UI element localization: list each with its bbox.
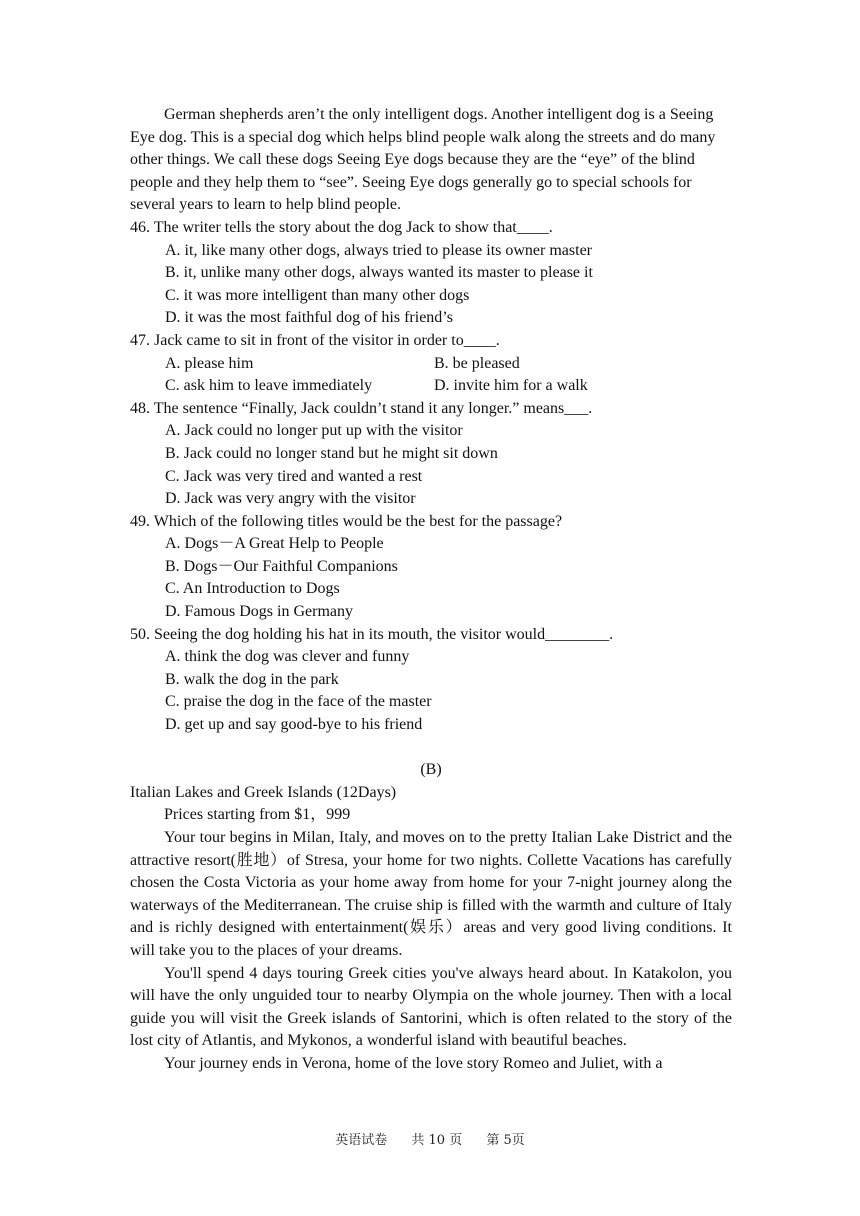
question-50-option-a: A. think the dog was clever and funny bbox=[165, 648, 410, 666]
question-48-option-b: B. Jack could no longer stand but he might sit down bbox=[165, 444, 498, 462]
question-47-options-row-2 bbox=[130, 375, 732, 398]
question-49-option-d: D. Famous Dogs in Germany bbox=[165, 603, 353, 621]
question-47-option-d: D. invite him for a walk bbox=[434, 377, 588, 395]
section-b-paragraph-2: You'll spend 4 days touring Greek cities you've always heard about. In Katakolon, you will have the only unguided tour to nearby Olympia on the whole journey. Then with a local guide you will visit the Greek islands of Santorini, which is often related to the story of the lost city of Atlantis, and Mykonos, a wonderful island with beautiful beaches. bbox=[130, 964, 732, 1050]
question-50-option-d: D. get up and say good-bye to his friend bbox=[165, 716, 423, 734]
question-50-option-b: B. walk the dog in the park bbox=[165, 670, 339, 688]
footer-subject: 英语试卷 bbox=[335, 1133, 388, 1148]
section-b-title: Italian Lakes and Greek Islands (12Days) bbox=[130, 783, 397, 801]
question-49-option-a: A. Dogs－A Great Help to People bbox=[165, 535, 384, 553]
question-50-option-c: C. praise the dog in the face of the master bbox=[165, 693, 432, 711]
question-48-option-a: A. Jack could no longer put up with the visitor bbox=[165, 422, 463, 440]
question-47-option-b: B. be pleased bbox=[434, 354, 520, 372]
question-49-option-c: C. An Introduction to Dogs bbox=[165, 580, 340, 598]
section-b-paragraph-1: Your tour begins in Milan, Italy, and moves on to the pretty Italian Lake District and the attractive resort(胜地）of Stresa, your home for two nights. Collette Vacations has carefully chosen the Costa Victoria as your home away from home for your 7-night journey along the waterways of the Mediterranean. The cruise ship is filled with the warmth and culture of Italy and is richly designed with entertainment(娱乐）areas and very good living conditions. It will take you to the places of your dreams. bbox=[130, 829, 732, 959]
question-47-stem: 47. Jack came to sit in front of the visitor in order to____. bbox=[130, 331, 500, 349]
question-46-option-c: C. it was more intelligent than many other dogs bbox=[165, 286, 470, 304]
passage-a-final-paragraph: German shepherds aren’t the only intelligent dogs. Another intelligent dog is a Seeing Eye dog. This is a special dog which helps blind people walk along the streets and do many other things. We call these dogs Seeing Eye dogs because they are the “eye” of the blind people and they help them to “see”. Seeing Eye dogs generally go to special schools for several years to learn to help blind people. bbox=[130, 106, 716, 214]
question-46-option-b: B. it, unlike many other dogs, always wanted its master to please it bbox=[165, 264, 593, 282]
question-50-stem: 50. Seeing the dog holding his hat in its mouth, the visitor would________. bbox=[130, 625, 614, 643]
question-47-option-c: C. ask him to leave immediately bbox=[165, 377, 373, 395]
page-footer bbox=[0, 1129, 860, 1148]
question-48-stem: 48. The sentence “Finally, Jack couldn’t stand it any longer.” means___. bbox=[130, 399, 593, 417]
exam-page-body bbox=[130, 104, 732, 1076]
section-b-price: Prices starting from $1，999 bbox=[164, 806, 351, 824]
footer-current-page: 第 5页 bbox=[486, 1133, 525, 1148]
question-46-option-d: D. it was the most faithful dog of his friend’s bbox=[165, 309, 453, 327]
question-48-option-d: D. Jack was very angry with the visitor bbox=[165, 490, 416, 508]
question-47-option-a: A. please him bbox=[165, 354, 254, 372]
section-b-paragraph-3: Your journey ends in Verona, home of the love story Romeo and Juliet, with a bbox=[164, 1054, 663, 1072]
question-46-stem: 46. The writer tells the story about the dog Jack to show that____. bbox=[130, 218, 553, 236]
question-46-option-a: A. it, like many other dogs, always tried to please its owner master bbox=[165, 241, 593, 259]
question-47-options-row-1 bbox=[130, 353, 732, 376]
section-spacer bbox=[130, 737, 732, 760]
footer-total-pages: 共 10 页 bbox=[411, 1133, 463, 1148]
question-49-option-b: B. Dogs－Our Faithful Companions bbox=[165, 557, 398, 575]
question-49-stem: 49. Which of the following titles would be the best for the passage? bbox=[130, 512, 563, 530]
section-b-label: (B) bbox=[420, 761, 442, 779]
question-48-option-c: C. Jack was very tired and wanted a rest bbox=[165, 467, 423, 485]
